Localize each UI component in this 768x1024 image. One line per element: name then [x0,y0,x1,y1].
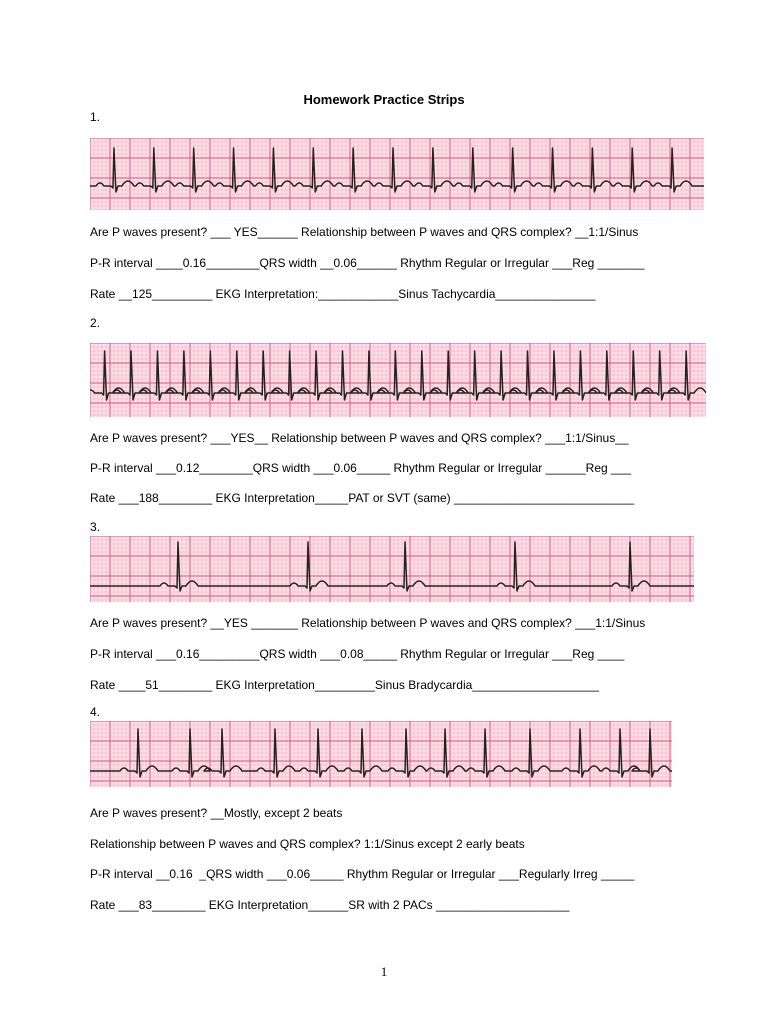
strip-number: 3. [90,520,101,534]
strip-number: 1. [90,110,101,124]
question-line: P-R interval ___0.16_________QRS width ___0.08_____ Rhythm Regular or Irregular ___Reg ____ [90,647,625,661]
question-line: Rate __125_________ EKG Interpretation:____________Sinus Tachycardia_______________ [90,287,596,301]
question-line: Are P waves present? ___ YES______ Relationship between P waves and QRS complex? __1:1/Sinus [90,225,639,239]
strip-number: 4. [90,705,101,719]
question-line: P-R interval ___0.12________QRS width ___0.06_____ Rhythm Regular or Irregular ______Reg ___ [90,461,632,475]
ekg-strip-image [90,536,694,602]
strip-number: 2. [90,316,101,330]
question-line: Are P waves present? ___YES__ Relationship between P waves and QRS complex? ___1:1/Sinus__ [90,431,629,445]
ekg-strip-image [90,138,704,210]
ekg-strip-image [90,343,706,417]
question-line: Are P waves present? __YES _______ Relationship between P waves and QRS complex? ___1:1/Sinus [90,616,646,630]
question-line: Rate ____51________ EKG Interpretation_________Sinus Bradycardia___________________ [90,678,600,692]
question-line: Are P waves present? __Mostly, except 2 beats [90,806,343,820]
page-number: 1 [380,964,388,979]
question-line: Rate ___188________ EKG Interpretation_____PAT or SVT (same) ___________________________ [90,491,635,505]
question-line: Rate ___83________ EKG Interpretation______SR with 2 PACs ____________________ [90,898,570,912]
document-title: Homework Practice Strips [303,92,465,107]
question-line: P-R interval __0.16 _QRS width ___0.06_____ Rhythm Regular or Irregular ___Regularly Irreg _____ [90,867,635,881]
question-line: Relationship between P waves and QRS complex? 1:1/Sinus except 2 early beats [90,837,525,851]
question-line: P-R interval ____0.16________QRS width __0.06______ Rhythm Regular or Irregular ___Reg _______ [90,256,645,270]
ekg-strip-image [90,721,672,787]
